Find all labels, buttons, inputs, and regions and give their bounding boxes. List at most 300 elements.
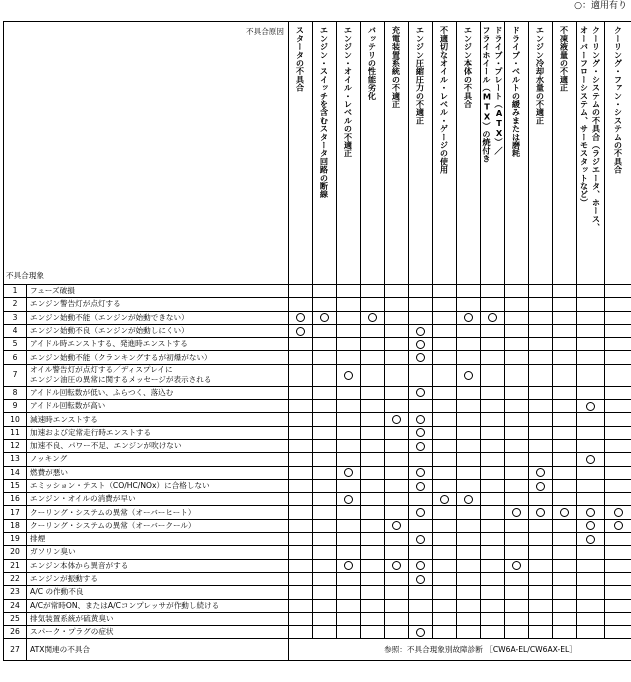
- matrix-cell: [481, 479, 505, 492]
- table-row: [4, 298, 631, 311]
- matrix-cell: [433, 466, 457, 479]
- matrix-cell: [577, 439, 605, 452]
- cause-label-text: エンジン本体の不具合: [463, 26, 474, 108]
- matrix-cell: [577, 506, 605, 519]
- matrix-cell: [577, 324, 605, 337]
- applicable-circle-icon: [464, 495, 473, 504]
- matrix-cell: [481, 413, 505, 426]
- matrix-cell: [529, 546, 553, 559]
- cause-header-12: [553, 22, 577, 285]
- matrix-cell: [289, 479, 313, 492]
- matrix-cell: [433, 324, 457, 337]
- matrix-cell: [577, 519, 605, 532]
- matrix-cell: [577, 626, 605, 639]
- matrix-cell: [605, 586, 631, 599]
- symptom-cell: [27, 599, 289, 612]
- symptom-cell: [27, 351, 289, 364]
- matrix-cell: [553, 626, 577, 639]
- matrix-cell: [457, 506, 481, 519]
- symptom-cell: [27, 626, 289, 639]
- cause-header-5: [385, 22, 409, 285]
- matrix-cell: [337, 400, 361, 413]
- applicable-circle-icon: [416, 535, 425, 544]
- matrix-cell: [529, 453, 553, 466]
- matrix-cell: [385, 298, 409, 311]
- row-number: 13: [4, 453, 27, 466]
- matrix-cell: [289, 400, 313, 413]
- table-row: [4, 506, 631, 519]
- matrix-cell: [481, 612, 505, 625]
- matrix-cell: [337, 559, 361, 572]
- matrix-cell: [361, 439, 385, 452]
- matrix-cell: [577, 612, 605, 625]
- matrix-cell: [433, 400, 457, 413]
- matrix-cell: [361, 572, 385, 585]
- matrix-cell: [337, 338, 361, 351]
- matrix-cell: [457, 559, 481, 572]
- applicable-circle-icon: [488, 313, 497, 322]
- matrix-cell: [457, 453, 481, 466]
- matrix-cell: [313, 426, 337, 439]
- matrix-cell: [553, 559, 577, 572]
- matrix-cell: [553, 493, 577, 506]
- matrix-cell: [409, 386, 433, 399]
- symptom-cell: [27, 285, 289, 298]
- applicable-circle-icon: [586, 455, 595, 464]
- matrix-cell: [409, 351, 433, 364]
- applicable-circle-icon: [586, 521, 595, 530]
- matrix-cell: [337, 612, 361, 625]
- matrix-cell: [409, 324, 433, 337]
- cause-label-text: 不適切なオイル・レベル・ゲージの使用: [439, 26, 450, 174]
- symptom-cell: [27, 466, 289, 479]
- row-number: 26: [4, 626, 27, 639]
- matrix-cell: [553, 439, 577, 452]
- applicable-circle-icon: [614, 521, 623, 530]
- matrix-cell: [605, 612, 631, 625]
- matrix-cell: [361, 466, 385, 479]
- table-row: [4, 400, 631, 413]
- matrix-cell: [481, 324, 505, 337]
- matrix-cell: [481, 426, 505, 439]
- matrix-cell: [481, 386, 505, 399]
- matrix-cell: [289, 386, 313, 399]
- cause-header-3: [337, 22, 361, 285]
- matrix-cell: [289, 572, 313, 585]
- row-number: 27: [4, 639, 27, 661]
- matrix-cell: [553, 400, 577, 413]
- matrix-cell: [433, 519, 457, 532]
- matrix-cell: [289, 311, 313, 324]
- row-number: 23: [4, 586, 27, 599]
- matrix-cell: [553, 413, 577, 426]
- matrix-cell: [457, 324, 481, 337]
- matrix-cell: [337, 479, 361, 492]
- symptom-text: クーリング・システムの異常（オーバーヒート）: [30, 507, 196, 517]
- matrix-cell: [409, 559, 433, 572]
- symptom-cell: [27, 400, 289, 413]
- table-row: [4, 479, 631, 492]
- matrix-cell: [505, 338, 529, 351]
- matrix-cell: [313, 364, 337, 386]
- matrix-cell: [505, 479, 529, 492]
- matrix-cell: [457, 426, 481, 439]
- symptom-text: 加速不良、パワー不足、エンジンが吹けない: [30, 441, 182, 451]
- matrix-cell: [313, 413, 337, 426]
- matrix-cell: [457, 546, 481, 559]
- matrix-cell: [337, 466, 361, 479]
- table-row: [4, 351, 631, 364]
- applicable-circle-icon: [416, 575, 425, 584]
- matrix-cell: [577, 400, 605, 413]
- row-number: 16: [4, 493, 27, 506]
- row-number: 12: [4, 439, 27, 452]
- matrix-cell: [433, 413, 457, 426]
- matrix-cell: [529, 559, 553, 572]
- cause-label-text: エンジン・スイッチを含むスタータ回路の断線: [319, 26, 330, 199]
- symptom-cell: [27, 413, 289, 426]
- matrix-cell: [385, 626, 409, 639]
- matrix-cell: [289, 285, 313, 298]
- matrix-cell: [433, 559, 457, 572]
- matrix-cell: [313, 479, 337, 492]
- matrix-cell: [337, 572, 361, 585]
- matrix-cell: [553, 572, 577, 585]
- matrix-cell: [457, 285, 481, 298]
- matrix-cell: [505, 466, 529, 479]
- matrix-cell: [505, 324, 529, 337]
- matrix-cell: [409, 364, 433, 386]
- cause-label-text: クーリング・ファン・システムの不具合: [613, 26, 624, 174]
- symptom-text: 燃費が悪い: [30, 467, 68, 477]
- matrix-cell: [577, 351, 605, 364]
- symptom-text: ガソリン臭い: [30, 547, 76, 557]
- row-number: 11: [4, 426, 27, 439]
- matrix-cell: [337, 364, 361, 386]
- matrix-cell: [457, 400, 481, 413]
- matrix-cell: [361, 599, 385, 612]
- matrix-cell: [409, 586, 433, 599]
- matrix-cell: [409, 479, 433, 492]
- symptom-text: エンジン始動不良（エンジンが始動しにくい）: [30, 326, 189, 336]
- matrix-cell: [577, 559, 605, 572]
- matrix-cell: [337, 386, 361, 399]
- matrix-cell: [481, 533, 505, 546]
- table-row: [4, 626, 631, 639]
- matrix-cell: [577, 493, 605, 506]
- applicable-circle-icon: [586, 508, 595, 517]
- matrix-cell: [577, 572, 605, 585]
- table-row: [4, 413, 631, 426]
- matrix-cell: [577, 364, 605, 386]
- applicable-circle-icon: [464, 313, 473, 322]
- matrix-cell: [457, 626, 481, 639]
- matrix-cell: [481, 400, 505, 413]
- matrix-cell: [529, 311, 553, 324]
- cause-label-text: ドライブ・プレート（ATX）／ フライホイール（MTX）の焼付き: [482, 26, 504, 163]
- matrix-cell: [385, 351, 409, 364]
- matrix-cell: [409, 572, 433, 585]
- matrix-cell: [529, 426, 553, 439]
- cause-label-text: バッテリの性能劣化: [367, 26, 378, 100]
- applicable-circle-icon: [368, 313, 377, 322]
- cause-label-text: スタータの不具合: [295, 26, 306, 92]
- matrix-cell: [433, 298, 457, 311]
- matrix-cell: [337, 586, 361, 599]
- matrix-cell: [553, 519, 577, 532]
- matrix-cell: [553, 324, 577, 337]
- matrix-cell: [481, 586, 505, 599]
- matrix-cell: [457, 338, 481, 351]
- matrix-cell: [457, 311, 481, 324]
- matrix-cell: [361, 351, 385, 364]
- matrix-cell: [457, 479, 481, 492]
- matrix-cell: [433, 599, 457, 612]
- matrix-cell: [505, 612, 529, 625]
- symptom-cell: [27, 453, 289, 466]
- matrix-cell: [313, 572, 337, 585]
- symptom-text: エンジン警告灯が点灯する: [30, 299, 121, 309]
- matrix-cell: [385, 285, 409, 298]
- matrix-cell: [313, 506, 337, 519]
- matrix-cell: [577, 586, 605, 599]
- cause-header-13: [577, 22, 605, 285]
- matrix-cell: [505, 298, 529, 311]
- matrix-cell: [481, 338, 505, 351]
- matrix-cell: [313, 612, 337, 625]
- matrix-cell: [361, 298, 385, 311]
- matrix-cell: [337, 506, 361, 519]
- applicable-circle-icon: [440, 495, 449, 504]
- table-row: [4, 364, 631, 386]
- symptom-cell: [27, 493, 289, 506]
- matrix-cell: [337, 439, 361, 452]
- symptom-cell: [27, 586, 289, 599]
- matrix-cell: [553, 612, 577, 625]
- matrix-cell: [313, 338, 337, 351]
- row-number: 17: [4, 506, 27, 519]
- matrix-cell: [337, 533, 361, 546]
- matrix-cell: [289, 533, 313, 546]
- matrix-cell: [313, 400, 337, 413]
- symptom-cell: [27, 324, 289, 337]
- row-number: 1: [4, 285, 27, 298]
- applicable-circle-icon: [344, 468, 353, 477]
- matrix-cell: [337, 413, 361, 426]
- cause-label-text: エンジン圧縮圧力の不適正: [415, 26, 426, 125]
- matrix-cell: [409, 546, 433, 559]
- row-number: 14: [4, 466, 27, 479]
- applicable-circle-icon: [392, 561, 401, 570]
- matrix-cell: [505, 626, 529, 639]
- symptom-text: エンジン・オイルの消費が早い: [30, 494, 136, 504]
- matrix-cell: [457, 493, 481, 506]
- applicable-circle-icon: [536, 508, 545, 517]
- matrix-cell: [385, 493, 409, 506]
- matrix-cell: [481, 626, 505, 639]
- row-number: 24: [4, 599, 27, 612]
- matrix-cell: [577, 546, 605, 559]
- cause-label-text: クーリング・システムの不具合（ラジエータ、ホース、 オーバーフローシステム、サーモスタットなど）: [579, 26, 602, 231]
- symptom-cell: [27, 338, 289, 351]
- matrix-cell: [337, 599, 361, 612]
- matrix-cell: [529, 599, 553, 612]
- matrix-cell: [385, 311, 409, 324]
- matrix-cell: [481, 364, 505, 386]
- matrix-cell: [505, 426, 529, 439]
- matrix-cell: [361, 612, 385, 625]
- matrix-cell: [529, 479, 553, 492]
- matrix-cell: [457, 519, 481, 532]
- matrix-cell: [289, 626, 313, 639]
- applicable-circle-icon: [614, 508, 623, 517]
- table-row: [4, 559, 631, 572]
- row-number: 8: [4, 386, 27, 399]
- matrix-cell: [361, 586, 385, 599]
- matrix-cell: [577, 466, 605, 479]
- row-number: 2: [4, 298, 27, 311]
- matrix-cell: [433, 386, 457, 399]
- symptom-cell: [27, 506, 289, 519]
- matrix-cell: [289, 466, 313, 479]
- matrix-cell: [505, 364, 529, 386]
- matrix-cell: [481, 298, 505, 311]
- matrix-cell: [313, 285, 337, 298]
- applicable-circle-icon: [536, 468, 545, 477]
- matrix-cell: [553, 285, 577, 298]
- matrix-cell: [481, 519, 505, 532]
- matrix-cell: [457, 572, 481, 585]
- symptom-cell: [27, 612, 289, 625]
- matrix-cell: [529, 400, 553, 413]
- cause-label-text: エンジン冷却水量の不適正: [535, 26, 546, 125]
- table-row: [4, 639, 631, 661]
- matrix-cell: [481, 572, 505, 585]
- cause-label-text: エンジン・オイル・レベルの不適正: [343, 26, 354, 158]
- matrix-cell: [481, 285, 505, 298]
- matrix-cell: [409, 506, 433, 519]
- matrix-cell: [457, 439, 481, 452]
- applicable-circle-icon: [320, 313, 329, 322]
- matrix-cell: [457, 533, 481, 546]
- matrix-cell: [577, 426, 605, 439]
- matrix-cell: [289, 519, 313, 532]
- matrix-cell: [529, 506, 553, 519]
- matrix-cell: [457, 413, 481, 426]
- applicable-circle-icon: [392, 415, 401, 424]
- matrix-cell: [361, 479, 385, 492]
- row-number: 3: [4, 311, 27, 324]
- matrix-cell: [385, 453, 409, 466]
- matrix-cell: [505, 519, 529, 532]
- matrix-cell: [433, 364, 457, 386]
- matrix-cell: [289, 324, 313, 337]
- matrix-cell: [577, 386, 605, 399]
- applicable-circle-icon: [416, 428, 425, 437]
- applicable-circle-icon: [512, 508, 521, 517]
- table-row: [4, 572, 631, 585]
- matrix-cell: [385, 519, 409, 532]
- matrix-cell: [433, 338, 457, 351]
- matrix-cell: [409, 285, 433, 298]
- matrix-cell: [505, 453, 529, 466]
- matrix-cell: [481, 506, 505, 519]
- matrix-cell: [385, 599, 409, 612]
- matrix-cell: [605, 439, 631, 452]
- table-row: [4, 426, 631, 439]
- matrix-cell: [553, 546, 577, 559]
- matrix-cell: [337, 453, 361, 466]
- reference-note: 参照：不具合現象別故障診断 ［CW6A-EL/CW6AX-EL］: [289, 639, 631, 661]
- header-corner: [4, 22, 289, 285]
- table-row: [4, 453, 631, 466]
- matrix-cell: [361, 285, 385, 298]
- symptom-text: エンジン始動不能（クランキングするが初爆がない）: [30, 352, 212, 362]
- cause-header-14: [605, 22, 631, 285]
- matrix-cell: [385, 400, 409, 413]
- table-row: [4, 493, 631, 506]
- cause-header-7: [433, 22, 457, 285]
- applicable-circle-icon: [344, 495, 353, 504]
- matrix-cell: [361, 533, 385, 546]
- matrix-cell: [529, 586, 553, 599]
- matrix-cell: [433, 572, 457, 585]
- table-row: [4, 612, 631, 625]
- row-number: 6: [4, 351, 27, 364]
- matrix-cell: [577, 338, 605, 351]
- matrix-cell: [385, 439, 409, 452]
- matrix-cell: [361, 338, 385, 351]
- matrix-cell: [553, 351, 577, 364]
- matrix-cell: [289, 546, 313, 559]
- matrix-cell: [553, 506, 577, 519]
- matrix-cell: [433, 586, 457, 599]
- symptom-text: オイル警告灯が点灯する／ディスプレイに: [30, 365, 173, 375]
- matrix-cell: [529, 298, 553, 311]
- cause-label-text: 不凍液量の不適正: [559, 26, 570, 92]
- matrix-cell: [385, 612, 409, 625]
- matrix-cell: [481, 466, 505, 479]
- matrix-cell: [529, 493, 553, 506]
- matrix-cell: [481, 453, 505, 466]
- matrix-cell: [361, 413, 385, 426]
- matrix-cell: [409, 453, 433, 466]
- matrix-cell: [313, 386, 337, 399]
- matrix-cell: [337, 426, 361, 439]
- matrix-cell: [313, 439, 337, 452]
- matrix-cell: [385, 533, 409, 546]
- matrix-cell: [289, 559, 313, 572]
- matrix-cell: [433, 506, 457, 519]
- matrix-cell: [409, 400, 433, 413]
- matrix-cell: [505, 400, 529, 413]
- matrix-cell: [409, 612, 433, 625]
- matrix-cell: [433, 546, 457, 559]
- matrix-cell: [529, 626, 553, 639]
- row-number: 15: [4, 479, 27, 492]
- matrix-cell: [529, 533, 553, 546]
- matrix-cell: [385, 586, 409, 599]
- applicable-circle-icon: [344, 371, 353, 380]
- matrix-cell: [385, 479, 409, 492]
- symptom-text: エンジン本体から異音がする: [30, 560, 129, 570]
- matrix-cell: [361, 311, 385, 324]
- matrix-cell: [313, 298, 337, 311]
- applicable-circle-icon: [392, 521, 401, 530]
- matrix-cell: [605, 285, 631, 298]
- row-number: 20: [4, 546, 27, 559]
- matrix-cell: [361, 506, 385, 519]
